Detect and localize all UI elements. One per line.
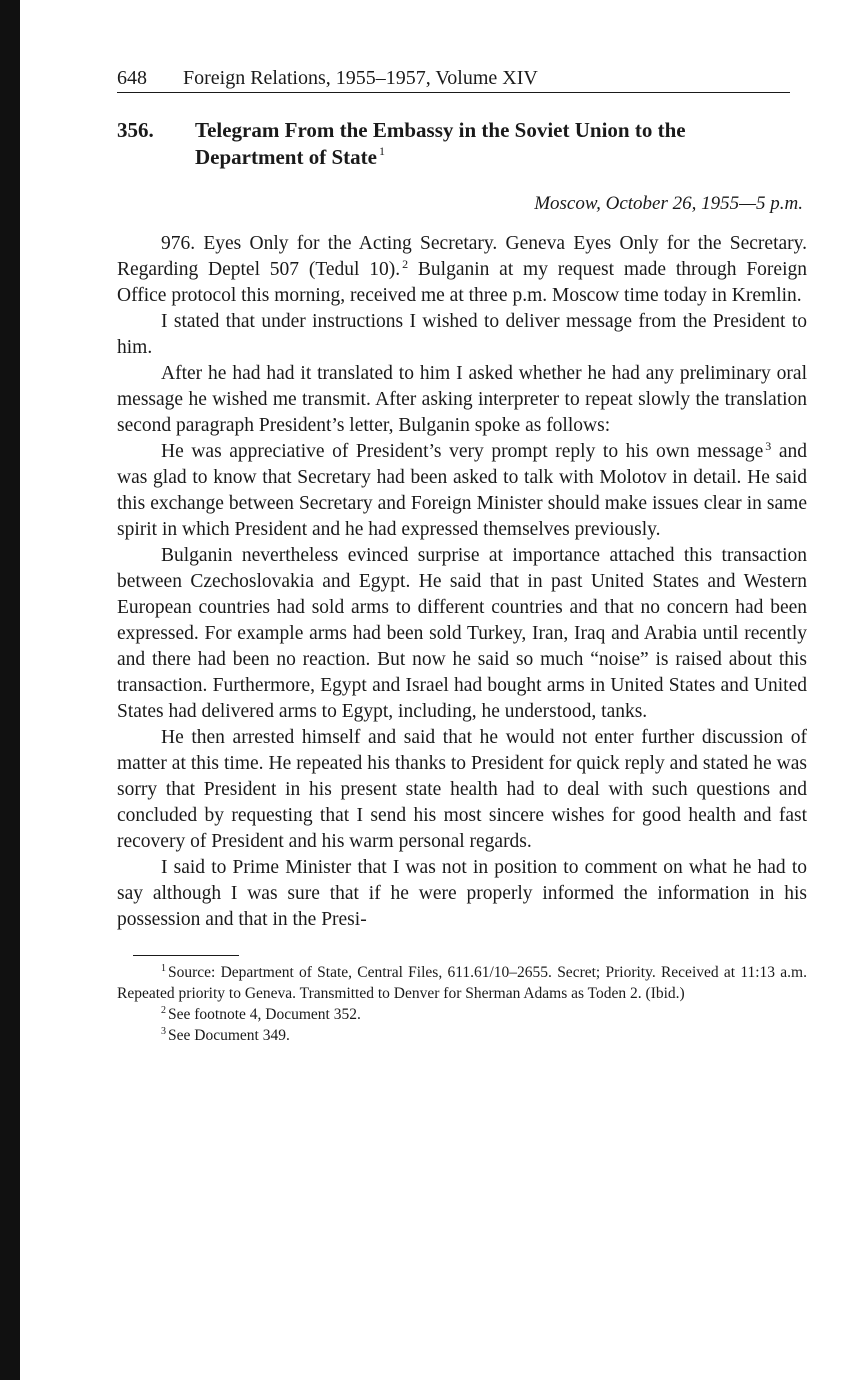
paragraph: He was appreciative of President’s very prompt reply to his own message $^3$ and was glad to know that Secretary had been asked to talk with Molotov in detail. He said this exchange between Secretary and Foreign Minister should make issues clear in same spirit in which President and he had expressed themselves previously.	[117, 439, 807, 540]
series-title: Foreign Relations, 1955–1957, Volume XIV	[183, 67, 538, 89]
page	[117, 66, 807, 1046]
footnote-ref: 2	[402, 257, 409, 271]
document-heading	[117, 117, 807, 171]
footnote: $^3$ See Document 349.	[161, 1026, 290, 1044]
paragraph: I stated that under instructions I wished to deliver message from the President to him.	[117, 311, 807, 358]
paragraph: 976. Eyes Only for the Acting Secretary. Geneva Eyes Only for the Secretary. Regarding Deptel 507 (Tedul 10). $^2$ Bulganin at my request made through Foreign Office protocol this morning, received me at three p.m. Moscow time today in Kremlin.	[117, 233, 807, 306]
page-number: 648	[117, 67, 147, 89]
footnote-ref: 1	[378, 144, 385, 158]
paragraph: Bulganin nevertheless evinced surprise at importance attached this transaction between Czechoslovakia and Egypt. He said that in past United States and Western European countries had sold arms to different countries and that no concern had been expressed. For example arms had been sold Turkey, Iran, Iraq and Arabia until recently and there had been no reaction. But now he said so much “noise” is raised about this transaction. Furthermore, Egypt and Israel had bought arms in United States and United States had delivered arms to Egypt, including, he understood, tanks.	[117, 545, 807, 722]
scan-edge	[0, 0, 20, 1380]
footnotes	[117, 962, 807, 1046]
footnote-divider	[133, 955, 239, 956]
document-title-text: Telegram From the Embassy in the Soviet Union to the Department of State	[195, 118, 686, 169]
paragraph: He then arrested himself and said that he would not enter further discussion of matter at this time. He repeated his thanks to President for quick reply and stated he was sorry that President in his present state health had to deal with such questions and concluded by requesting that I send his most sincere wishes for good health and fast recovery of President and his warm personal regards.	[117, 727, 807, 852]
paragraph: I said to Prime Minister that I was not in position to comment on what he had to say although I was sure that if he were properly informed the information in his possession and that in the Presi-	[117, 857, 807, 930]
document-title	[195, 117, 795, 171]
footnote: $^1$ Source: Department of State, Central Files, 611.61/10–2655. Secret; Priority. Received at 11:13 a.m. Repeated priority to Geneva. Transmitted to Denver for Sherman Adams as Toden 2. (Ibid.)	[117, 963, 807, 1002]
dateline: Moscow, October 26, 1955—5 p.m.	[534, 193, 803, 214]
footnote: $^2$ See footnote 4, Document 352.	[161, 1005, 361, 1023]
running-head	[117, 66, 790, 93]
footnote-ref: 3	[765, 439, 772, 453]
telegram-body	[117, 231, 807, 933]
paragraph: After he had had it translated to him I asked whether he had any preliminary oral message he wished me transmit. After asking interpreter to repeat slowly the translation second paragraph President’s letter, Bulganin spoke as follows:	[117, 363, 807, 436]
document-number: 356.	[117, 118, 154, 142]
